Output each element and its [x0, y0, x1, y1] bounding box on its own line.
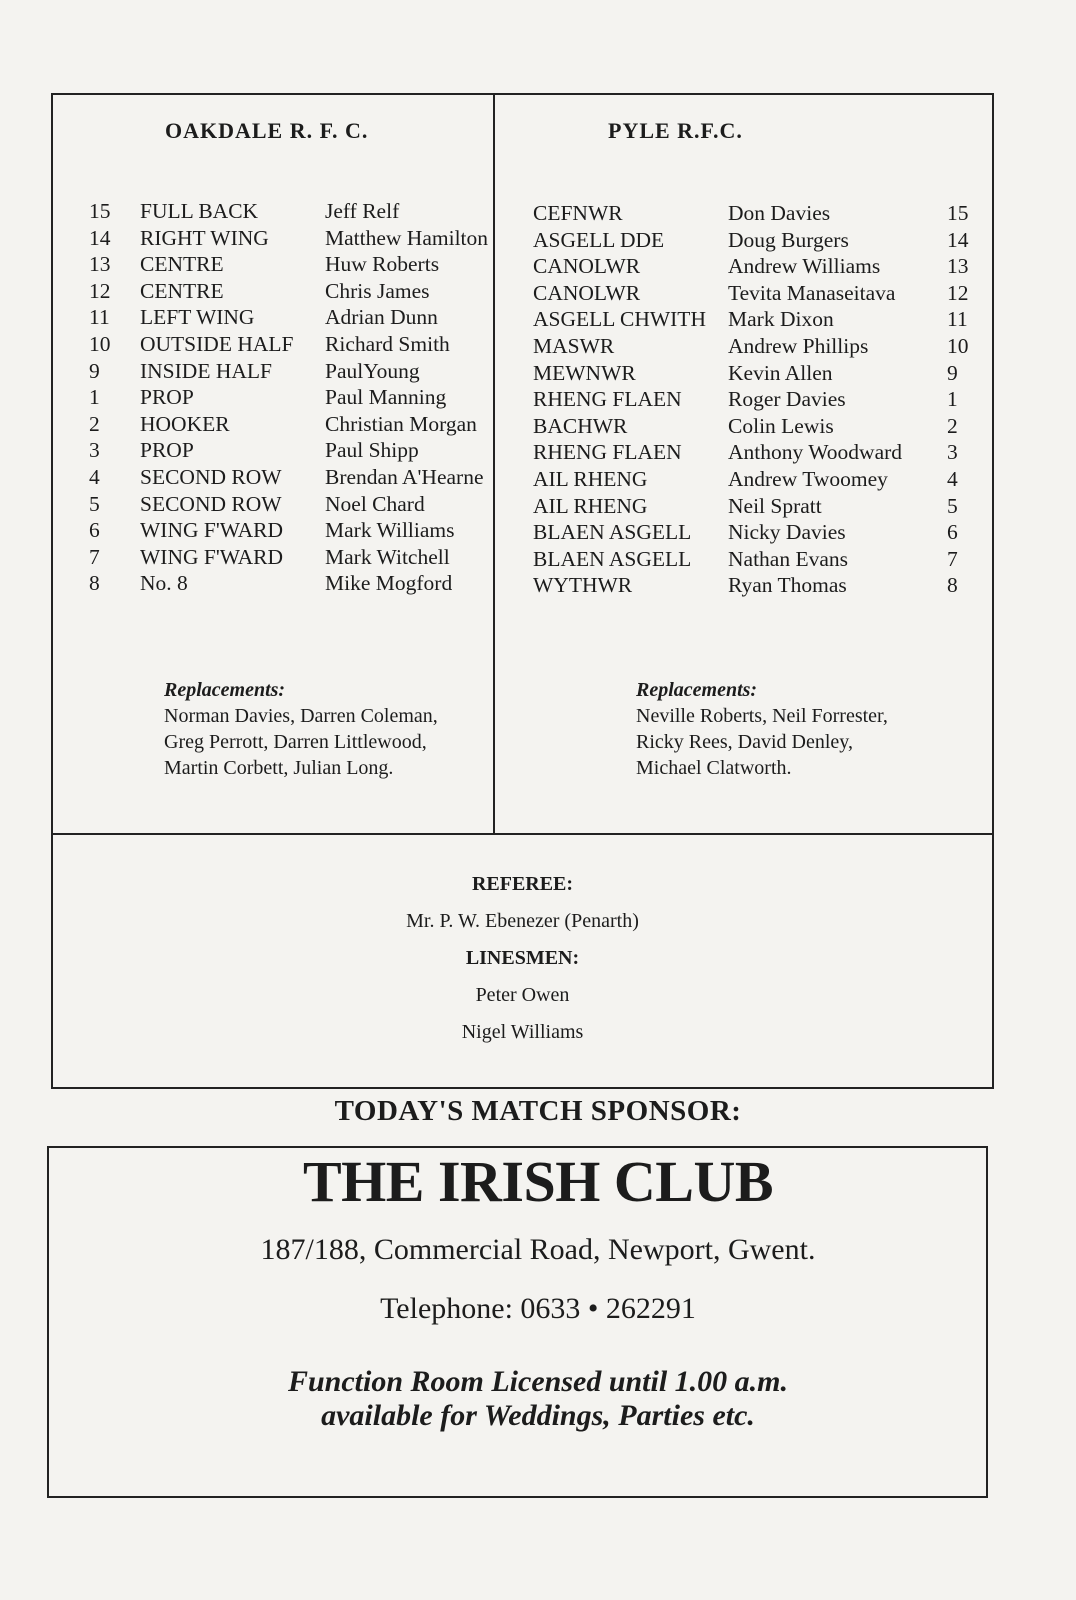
player-number: 3	[947, 440, 958, 465]
player-name: Andrew Phillips	[728, 333, 869, 358]
home-replacements-line: Greg Perrott, Darren Littlewood,	[164, 731, 427, 753]
player-number: 6	[947, 520, 958, 545]
roster-row	[89, 491, 494, 518]
roster-row	[533, 253, 973, 280]
roster-row	[533, 546, 973, 573]
roster-row	[89, 570, 494, 597]
player-number: 1	[947, 387, 958, 412]
player-position: WING F'WARD	[140, 518, 284, 543]
player-name: Ryan Thomas	[728, 573, 847, 598]
roster-row	[89, 278, 494, 305]
home-roster	[89, 198, 494, 597]
player-number: 6	[89, 518, 100, 543]
player-number: 5	[947, 493, 958, 518]
player-position: RHENG FLAEN	[533, 440, 682, 465]
roster-row	[533, 280, 973, 307]
player-name: Mark Williams	[325, 518, 455, 543]
roster-row	[89, 251, 494, 278]
player-number: 9	[947, 360, 958, 385]
player-name: Richard Smith	[325, 331, 450, 356]
player-name: Nicky Davies	[728, 520, 846, 545]
roster-row	[533, 413, 973, 440]
player-number: 8	[89, 571, 100, 596]
player-position: AIL RHENG	[533, 493, 648, 518]
sponsor-name: THE IRISH CLUB	[302, 1149, 774, 1214]
player-position: AIL RHENG	[533, 466, 648, 491]
player-number: 11	[89, 305, 110, 330]
away-roster	[533, 200, 973, 599]
team-divider-horizontal	[51, 833, 994, 835]
player-number: 10	[89, 331, 111, 356]
roster-row	[89, 411, 494, 438]
player-number: 14	[89, 225, 111, 250]
player-position: CEFNWR	[533, 201, 623, 225]
player-name: Roger Davies	[728, 387, 846, 412]
player-name: Mark Dixon	[728, 307, 834, 332]
player-number: 4	[947, 466, 958, 491]
roster-row	[533, 519, 973, 546]
referee-label: REFEREE:	[471, 873, 574, 895]
player-number: 8	[947, 573, 958, 598]
player-position: CENTRE	[140, 278, 224, 303]
player-position: CANOLWR	[533, 280, 641, 305]
roster-row	[89, 464, 494, 491]
home-replacements-line: Norman Davies, Darren Coleman,	[164, 705, 438, 727]
away-replacements-line: Ricky Rees, David Denley,	[636, 731, 853, 753]
player-position: BACHWR	[533, 413, 628, 438]
player-position: BLAEN ASGELL	[533, 520, 692, 545]
player-name: PaulYoung	[325, 358, 420, 383]
roster-row	[89, 517, 494, 544]
player-position: BLAEN ASGELL	[533, 546, 692, 571]
player-name: Brendan A'Hearne	[325, 464, 484, 489]
roster-row	[533, 572, 973, 599]
sponsor-promo-line: available for Weddings, Parties etc.	[321, 1399, 755, 1432]
player-number: 1	[89, 385, 100, 410]
roster-row	[89, 198, 494, 225]
roster-row	[533, 227, 973, 254]
sponsor-promo	[0, 1365, 1076, 1433]
roster-row	[89, 544, 494, 571]
player-name: Adrian Dunn	[325, 305, 438, 330]
away-replacements-line: Neville Roberts, Neil Forrester,	[636, 705, 888, 727]
sponsor-promo-line: Function Room Licensed until 1.00 a.m.	[287, 1365, 789, 1398]
match-officials	[51, 866, 994, 1051]
roster-row	[89, 304, 494, 331]
player-name: Andrew Twoomey	[728, 466, 888, 491]
player-position: SECOND ROW	[140, 491, 282, 516]
player-name: Don Davies	[728, 201, 831, 225]
referee-name: Mr. P. W. Ebenezer (Penarth)	[406, 910, 639, 932]
player-name: Neil Spratt	[728, 493, 822, 518]
player-name: Huw Roberts	[325, 252, 440, 277]
player-number: 7	[947, 546, 958, 571]
player-name: Jeff Relf	[325, 199, 400, 223]
player-number: 15	[947, 201, 969, 225]
player-position: LEFT WING	[140, 305, 255, 330]
roster-row	[533, 333, 973, 360]
player-number: 13	[89, 252, 111, 277]
player-name: Matthew Hamilton	[325, 225, 489, 250]
player-name: Paul Manning	[325, 385, 447, 410]
home-replacements	[164, 677, 438, 781]
player-position: PROP	[140, 438, 194, 463]
roster-row	[89, 437, 494, 464]
player-name: Nathan Evans	[728, 546, 849, 571]
player-position: RHENG FLAEN	[533, 387, 682, 412]
player-name: Noel Chard	[325, 491, 425, 516]
player-number: 12	[947, 280, 969, 305]
player-position: ASGELL DDE	[533, 227, 665, 252]
roster-row	[533, 386, 973, 413]
player-position: HOOKER	[140, 411, 230, 436]
player-number: 2	[947, 413, 958, 438]
home-replacements-line: Martin Corbett, Julian Long.	[164, 757, 394, 779]
away-replacements	[636, 677, 888, 781]
away-replacements-label: Replacements:	[636, 679, 758, 701]
player-number: 7	[89, 544, 100, 569]
player-name: Colin Lewis	[728, 413, 834, 438]
linesman-name: Peter Owen	[475, 984, 570, 1006]
player-position: OUTSIDE HALF	[140, 331, 294, 356]
player-name: Anthony Woodward	[728, 440, 903, 465]
player-number: 15	[89, 199, 111, 223]
roster-row	[533, 306, 973, 333]
player-name: Paul Shipp	[325, 438, 419, 463]
player-number: 2	[89, 411, 100, 436]
player-name: Doug Burgers	[728, 227, 849, 252]
player-position: RIGHT WING	[140, 225, 269, 250]
player-name: Mark Witchell	[325, 544, 450, 569]
home-replacements-label: Replacements:	[164, 679, 286, 701]
roster-row	[89, 225, 494, 252]
player-position: CENTRE	[140, 252, 224, 277]
roster-row	[89, 331, 494, 358]
player-position: INSIDE HALF	[140, 358, 272, 383]
linesmen-label: LINESMEN:	[465, 947, 580, 969]
linesman-name: Nigel Williams	[461, 1021, 584, 1043]
player-number: 13	[947, 254, 969, 279]
player-name: Mike Mogford	[325, 571, 453, 596]
sponsor-heading: TODAY'S MATCH SPONSOR:	[334, 1095, 742, 1127]
player-number: 14	[947, 227, 969, 252]
player-number: 9	[89, 358, 100, 383]
player-name: Tevita Manaseitava	[728, 280, 896, 305]
home-team-title: OAKDALE R. F. C.	[165, 118, 369, 143]
player-name: Kevin Allen	[728, 360, 833, 385]
roster-row	[533, 360, 973, 387]
player-position: WING F'WARD	[140, 544, 284, 569]
roster-row	[89, 384, 494, 411]
roster-row	[533, 200, 973, 227]
roster-row	[533, 466, 973, 493]
player-name: Andrew Williams	[728, 254, 881, 279]
sponsor-phone: Telephone: 0633 • 262291	[380, 1292, 696, 1325]
player-position: No. 8	[140, 571, 188, 596]
player-number: 4	[89, 464, 100, 489]
player-number: 12	[89, 278, 111, 303]
player-position: SECOND ROW	[140, 464, 282, 489]
player-position: MEWNWR	[533, 360, 636, 385]
player-number: 11	[947, 307, 968, 332]
roster-row	[89, 358, 494, 385]
player-number: 3	[89, 438, 100, 463]
away-replacements-line: Michael Clatworth.	[636, 757, 792, 779]
player-number: 10	[947, 333, 969, 358]
player-position: PROP	[140, 385, 194, 410]
player-position: MASWR	[533, 333, 615, 358]
player-name: Christian Morgan	[325, 411, 477, 436]
player-position: CANOLWR	[533, 254, 641, 279]
player-name: Chris James	[325, 278, 430, 303]
roster-row	[533, 493, 973, 520]
player-position: FULL BACK	[140, 199, 259, 223]
player-number: 5	[89, 491, 100, 516]
roster-row	[533, 439, 973, 466]
player-position: ASGELL CHWITH	[533, 307, 706, 332]
sponsor-address: 187/188, Commercial Road, Newport, Gwent.	[260, 1233, 816, 1266]
away-team-title: PYLE R.F.C.	[608, 118, 743, 143]
player-position: WYTHWR	[533, 573, 633, 598]
